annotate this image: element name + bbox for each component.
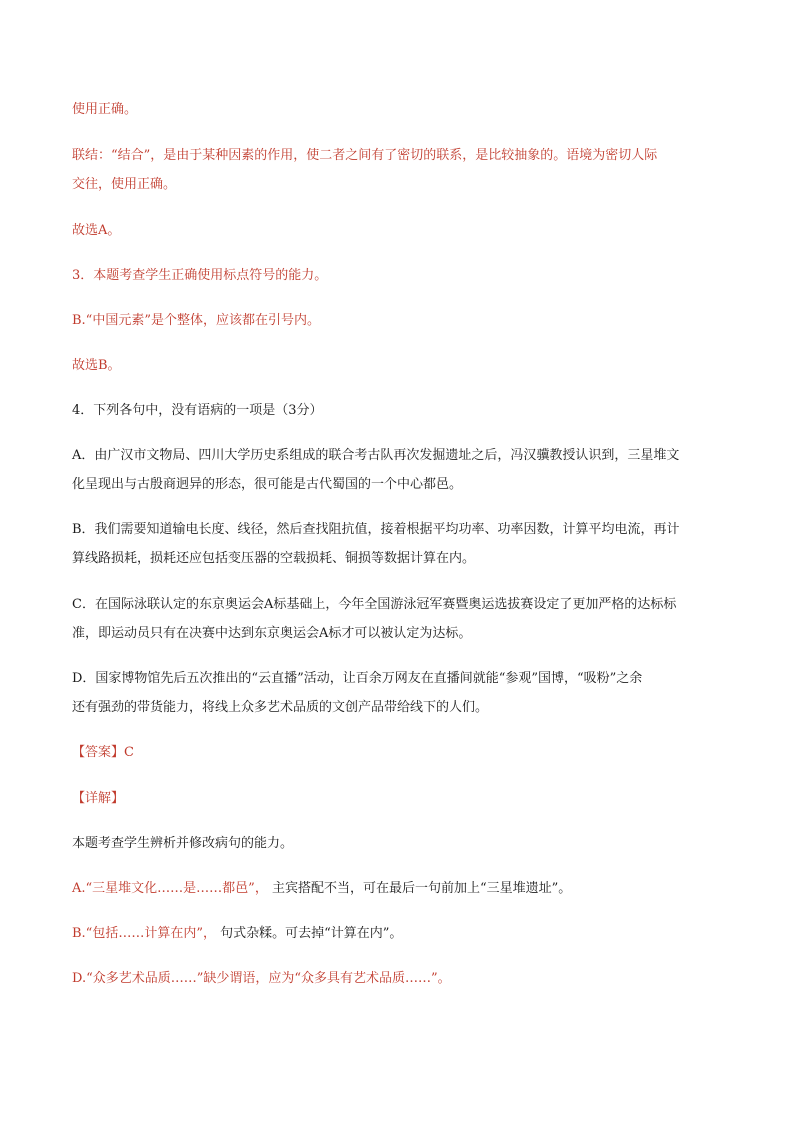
detail-a	[72, 881, 571, 897]
question-3-option-b: B.“中国元素”是个整体，应该都在引号内。	[72, 313, 320, 328]
question-4-title: 4．下列各句中，没有语病的一项是（3分）	[72, 403, 323, 418]
question-4-option-b: B．我们需要知道输电长度、线径，然后查找阻抗值，接着根据平均功率、功率因数，计算平均电流，再计	[72, 522, 680, 537]
question-3-title: 3．本题考查学生正确使用标点符号的能力。	[72, 268, 328, 283]
detail-b-explanation: 句式杂糅。可去掉“计算在内”。	[215, 926, 403, 941]
question-4-option-c: C．在国际泳联认定的东京奥运会A标基础上，今年全国游泳冠军赛暨奥运选拔赛设定了更加严格的达标标	[72, 597, 677, 612]
question-3-choice: 故选B。	[72, 358, 121, 373]
detail-a-explanation: 主宾搭配不当，可在最后一句前加上“三星堆遗址”。	[267, 881, 572, 896]
detail-b	[72, 926, 402, 942]
paragraph-line: 联结：“结合”，是由于某种因素的作用，使二者之间有了密切的联系，是比较抽象的。语境为密切人际	[72, 148, 658, 163]
question-4-option-b: 算线路损耗，损耗还应包括变压器的空载损耗、铜损等数据计算在内。	[72, 551, 476, 566]
question-4-option-a: A．由广汉市文物局、四川大学历史系组成的联合考古队再次发掘遗址之后，冯汉骥教授认识到，三星堆文	[72, 448, 680, 463]
detail-intro: 本题考查学生辨析并修改病句的能力。	[72, 836, 294, 851]
question-4-option-c: 准，即运动员只有在决赛中达到东京奥运会A标才可以被认定为达标。	[72, 626, 472, 641]
question-4-option-a: 化呈现出与古殷商迥异的形态，很可能是古代蜀国的一个中心都邑。	[72, 477, 463, 492]
detail-d: D.“众多艺术品质……”缺少谓语，应为“众多具有艺术品质……”。	[72, 971, 451, 986]
question-4-option-d: D．国家博物馆先后五次推出的“云直播”活动，让百余万网友在直播间就能“参观”国博，“吸粉”之余	[72, 671, 643, 686]
answer-line: 【答案】C	[72, 745, 134, 760]
paragraph-line: 使用正确。	[72, 102, 138, 117]
paragraph-line: 故选A。	[72, 223, 121, 238]
detail-title: 【详解】	[72, 791, 125, 806]
question-4-option-d: 还有强劲的带货能力，将线上众多艺术品质的文创产品带给线下的人们。	[72, 700, 489, 715]
detail-b-quote: B.“包括……计算在内”，	[72, 926, 216, 941]
detail-a-quote: A.“三星堆文化……是……都邑”，	[72, 881, 268, 896]
paragraph-line: 交往，使用正确。	[72, 177, 177, 192]
